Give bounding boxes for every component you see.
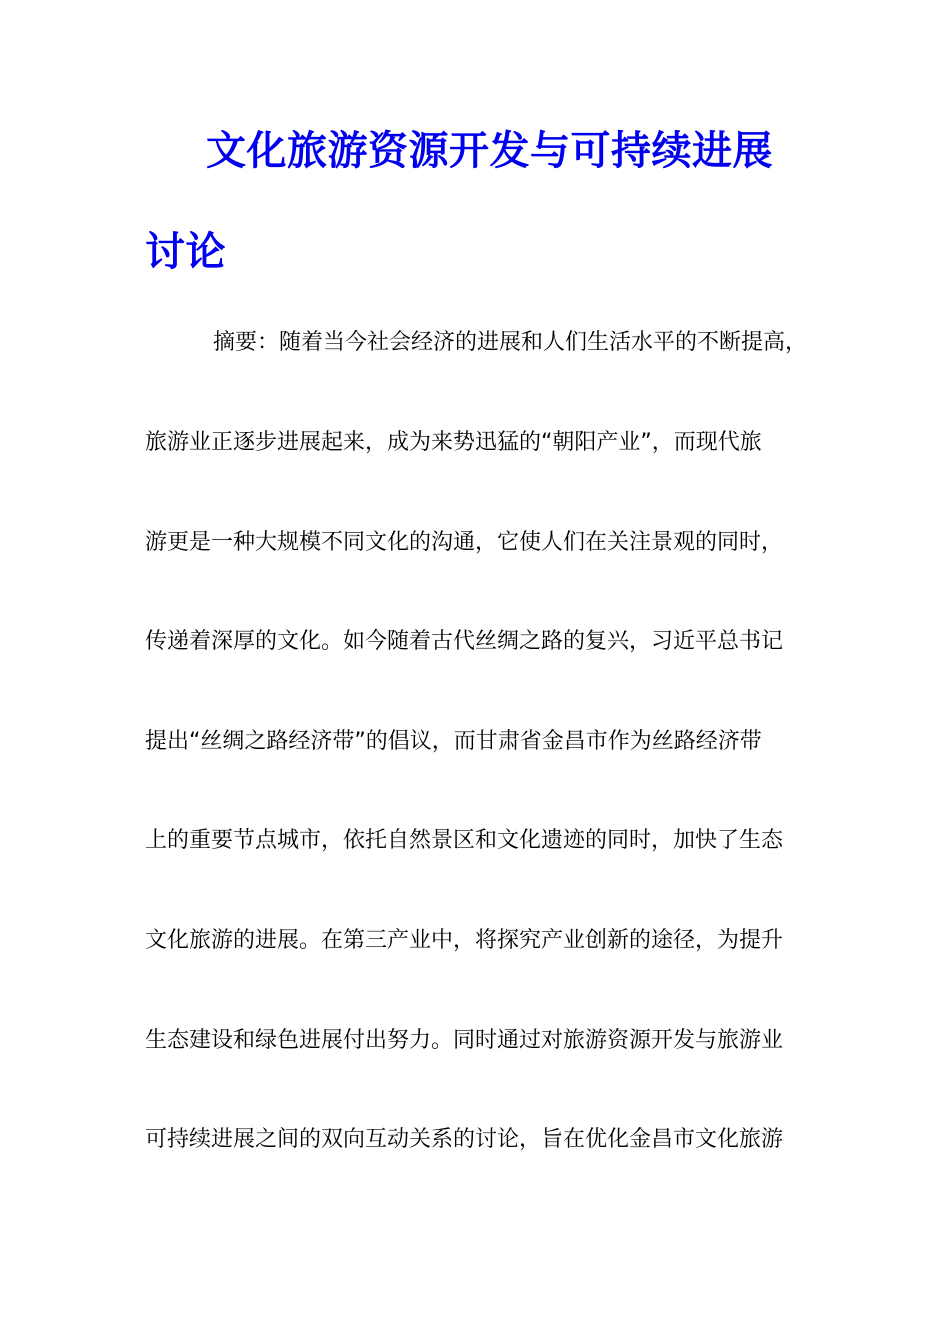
document-title-line-1: 文化旅游资源开发与可持续进展 [206,128,773,174]
abstract-line-8: 生态建设和绿色进展付出努力。同时通过对旅游资源开发与旅游业 [145,1028,784,1053]
abstract-line-2: 旅游业正逐步进展起来，成为来势迅猛的“朝阳产业”，而现代旅 [145,430,762,455]
abstract-line-6: 上的重要节点城市，依托自然景区和文化遗迹的同时，加快了生态 [145,828,784,853]
abstract-line-7: 文化旅游的进展。在第三产业中，将探究产业创新的途径，为提升 [145,928,784,953]
abstract-line-1: 摘要：随着当今社会经济的进展和人们生活水平的不断提高， [213,330,808,355]
abstract-line-4: 传递着深厚的文化。如今随着古代丝绸之路的复兴，习近平总书记 [145,629,784,654]
abstract-line-9: 可持续进展之间的双向互动关系的讨论，旨在优化金昌市文化旅游 [145,1127,784,1152]
abstract-line-3: 游更是一种大规模不同文化的沟通，它使人们在关注景观的同时， [145,530,784,555]
document-title-line-2: 讨论 [145,229,226,275]
abstract-line-5: 提出“丝绸之路经济带”的倡议，而甘肃省金昌市作为丝路经济带 [145,729,762,754]
